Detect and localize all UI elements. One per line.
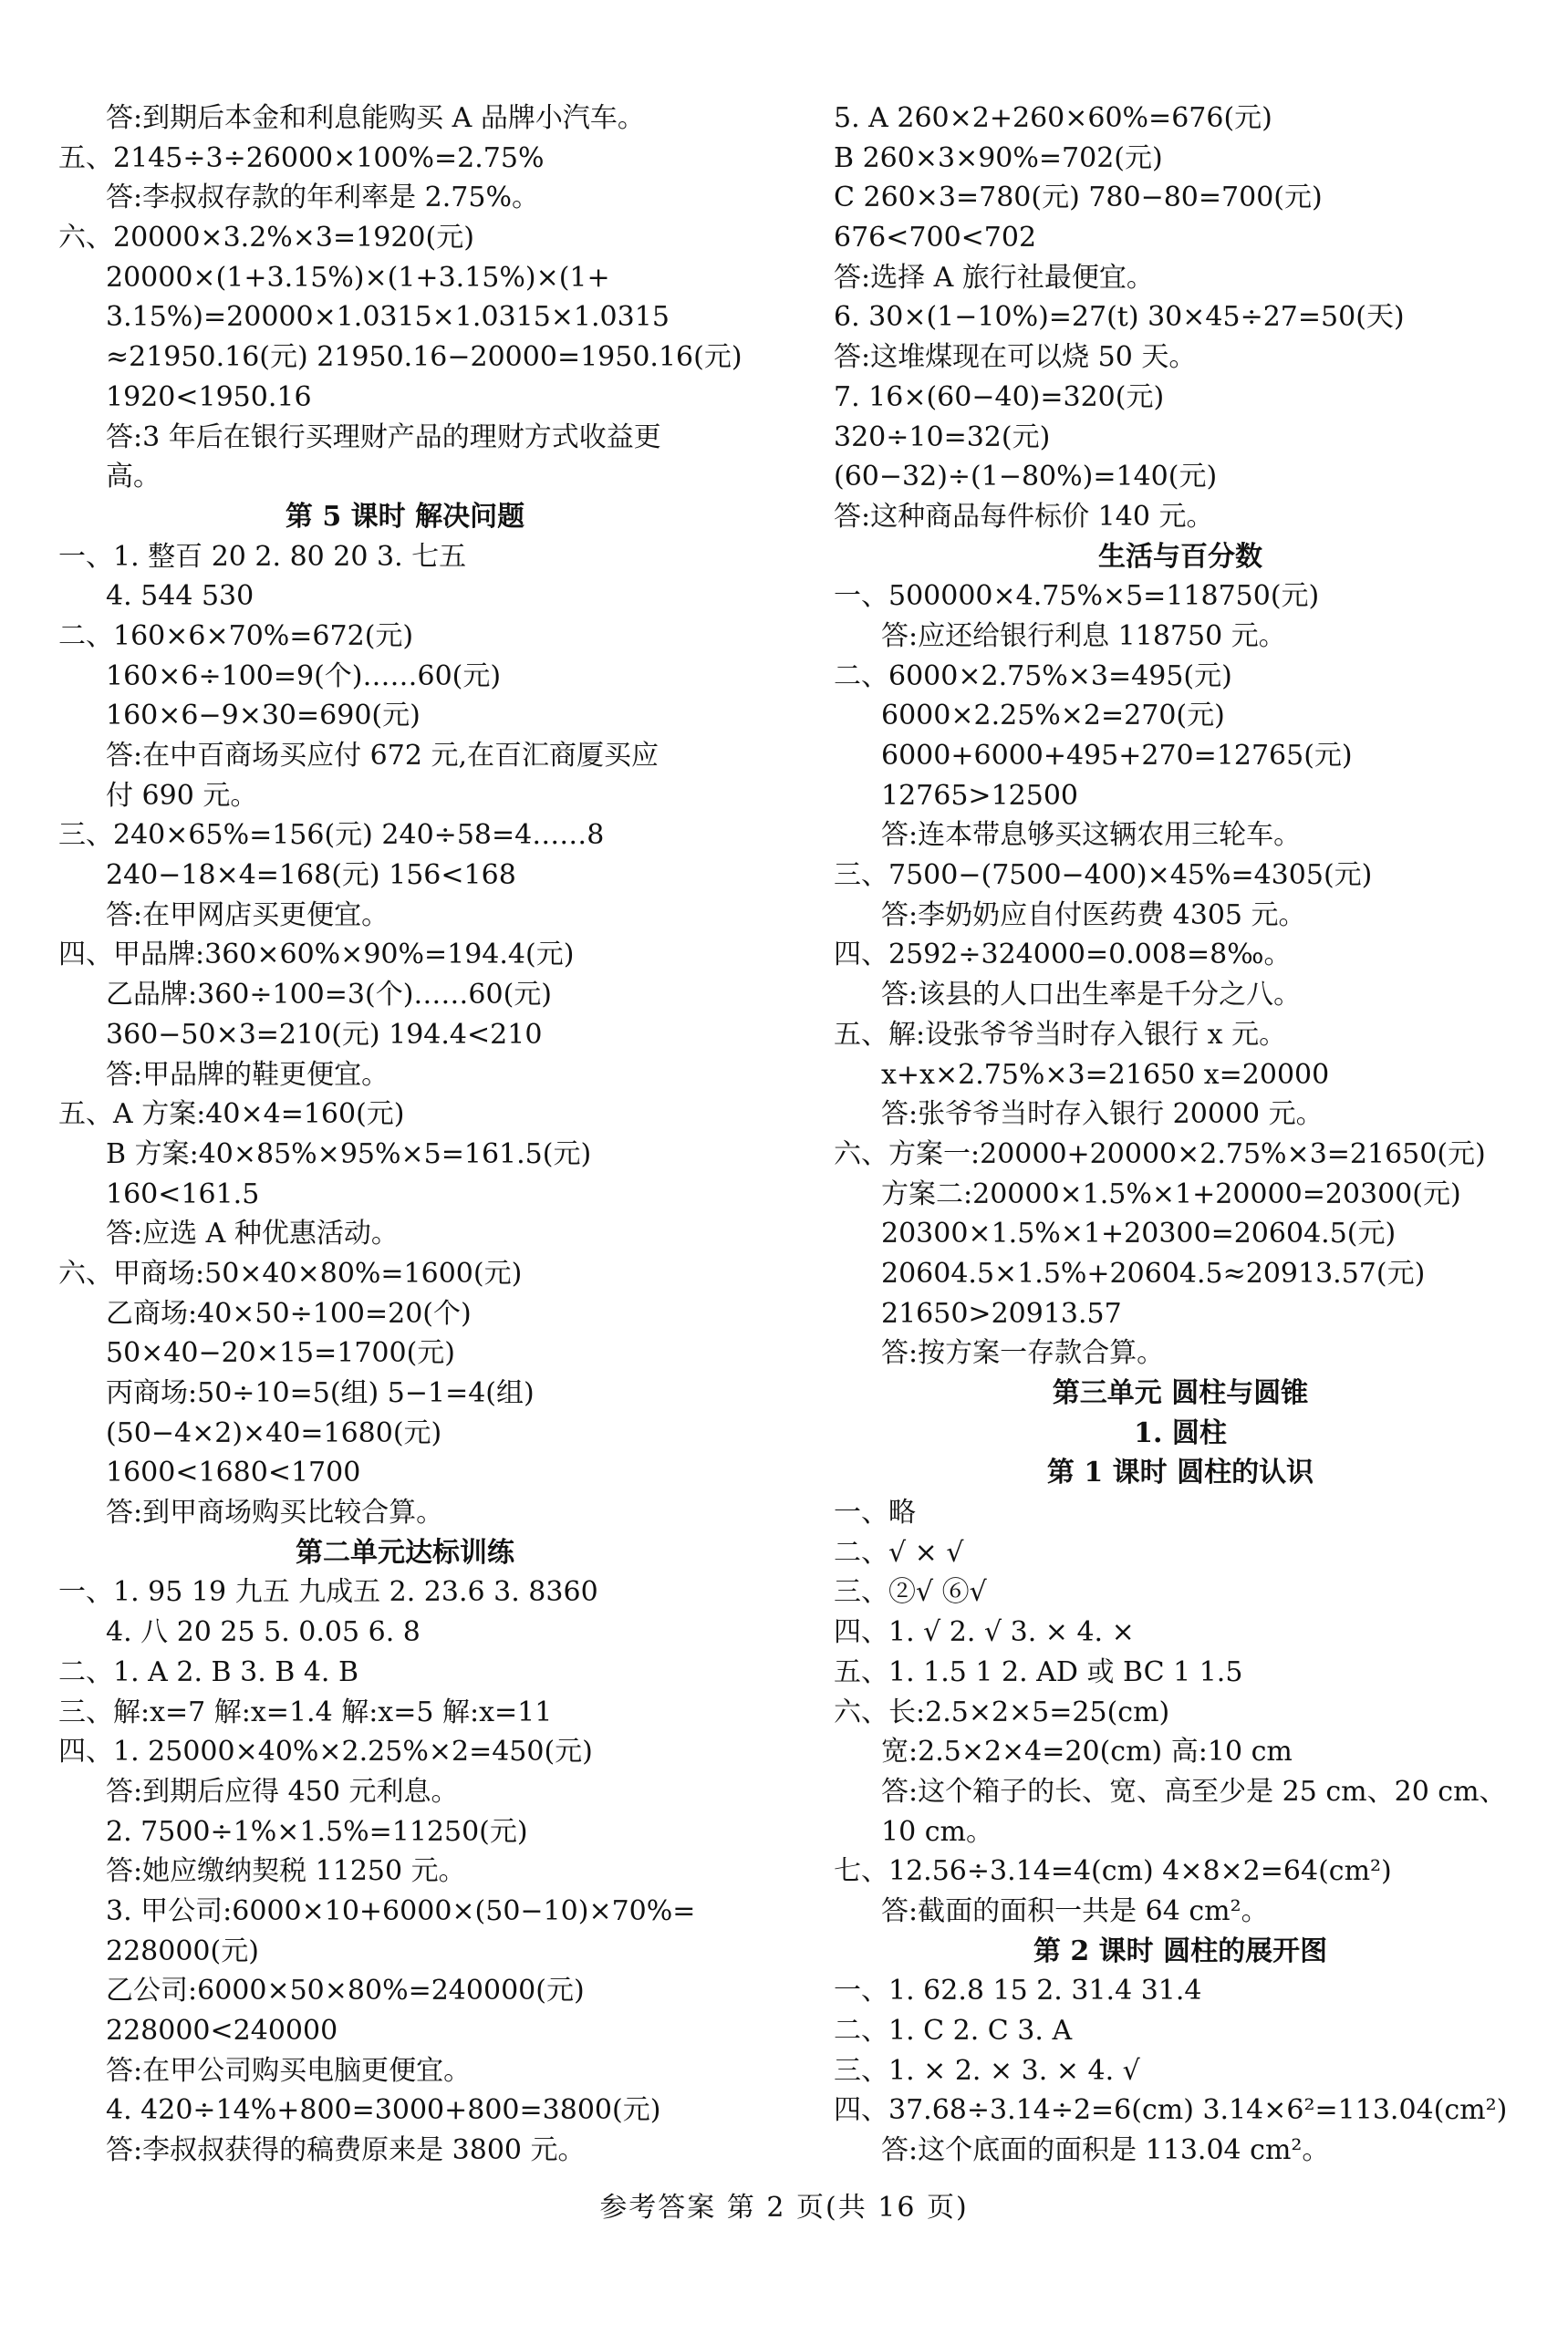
- answer-line: 四、2592÷324000=0.008=8‰。: [834, 939, 1292, 971]
- answer-line: 676<700<702: [834, 222, 1037, 254]
- answer-line: 二、1. A 2. B 3. B 4. B: [58, 1655, 359, 1688]
- answer-line: 4. 八 20 25 5. 0.05 6. 8: [106, 1616, 421, 1649]
- answer-line: (60−32)÷(1−80%)=140(元): [834, 461, 1218, 493]
- answer-line: 3. 甲公司:6000×10+6000×(50−10)×70%=: [106, 1894, 696, 1927]
- answer-line: 答:到甲商场购买比较合算。: [106, 1497, 444, 1530]
- answer-line: 228000<240000: [106, 2015, 338, 2047]
- answer-line: 答:这个底面的面积是 113.04 cm²。: [881, 2134, 1330, 2167]
- answer-line: 160<161.5: [106, 1177, 260, 1210]
- answer-line: 乙公司:6000×50×80%=240000(元): [106, 1975, 585, 2007]
- answer-line: 六、甲商场:50×40×80%=1600(元): [58, 1257, 523, 1290]
- section-heading: 第 1 课时 圆柱的认识: [1046, 1457, 1314, 1489]
- answer-line: 答:连本带息够买这辆农用三轮车。: [881, 819, 1302, 852]
- answer-line: 方案二:20000×1.5%×1+20000=20300(元): [881, 1177, 1461, 1210]
- answer-line: 答:应选 A 种优惠活动。: [106, 1218, 399, 1250]
- answer-line: 1920<1950.16: [106, 380, 312, 413]
- answer-line: 答:李叔叔获得的稿费原来是 3800 元。: [106, 2134, 586, 2167]
- page-footer: 参考答案 第 2 页(共 16 页): [599, 2192, 969, 2224]
- answer-line: 五、解:设张爷爷当时存入银行 x 元。: [834, 1018, 1287, 1051]
- section-heading: 生活与百分数: [1098, 540, 1262, 573]
- answer-line: C 260×3=780(元) 780−80=700(元): [834, 182, 1323, 214]
- answer-line: 四、1. √ 2. √ 3. × 4. ×: [834, 1616, 1135, 1649]
- answer-line: 丙商场:50÷10=5(组) 5−1=4(组): [106, 1377, 535, 1409]
- answer-line: (50−4×2)×40=1680(元): [106, 1416, 442, 1449]
- answer-line: 二、160×6×70%=672(元): [58, 619, 414, 652]
- answer-line: 六、方案一:20000+20000×2.75%×3=21650(元): [834, 1137, 1486, 1170]
- answer-line: 三、7500−(7500−400)×45%=4305(元): [834, 859, 1373, 892]
- answer-line: 二、6000×2.75%×3=495(元): [834, 659, 1232, 692]
- answer-line: 答:这种商品每件标价 140 元。: [834, 500, 1214, 533]
- answer-line: 20000×(1+3.15%)×(1+3.15%)×(1+: [106, 261, 610, 294]
- answer-line: 160×6÷100=9(个)……60(元): [106, 659, 502, 692]
- answer-line: 320÷10=32(元): [834, 420, 1051, 453]
- answer-line: 2. 7500÷1%×1.5%=11250(元): [106, 1815, 528, 1848]
- answer-line: 七、12.56÷3.14=4(cm) 4×8×2=64(cm²): [834, 1855, 1392, 1888]
- answer-line: 四、甲品牌:360×60%×90%=194.4(元): [58, 939, 575, 971]
- section-heading: 第三单元 圆柱与圆锥: [1052, 1377, 1309, 1409]
- answer-line: 四、37.68÷3.14÷2=6(cm) 3.14×6²=113.04(cm²): [834, 2094, 1508, 2127]
- answer-line: 五、2145÷3÷26000×100%=2.75%: [58, 141, 545, 174]
- answer-line: 二、√ × √: [834, 1536, 964, 1569]
- answer-line: 答:在甲公司购买电脑更便宜。: [106, 2054, 472, 2087]
- answer-line: 50×40−20×15=1700(元): [106, 1337, 455, 1370]
- answer-line: 乙商场:40×50÷100=20(个): [106, 1297, 472, 1330]
- answer-line: 360−50×3=210(元) 194.4<210: [106, 1018, 543, 1051]
- answer-line: 4. 420÷14%+800=3000+800=3800(元): [106, 2094, 661, 2127]
- answer-line: 1600<1680<1700: [106, 1457, 361, 1489]
- answer-line: 答:这堆煤现在可以烧 50 天。: [834, 341, 1197, 374]
- answer-line: 228000(元): [106, 1935, 259, 1967]
- answer-line: 240−18×4=168(元) 156<168: [106, 859, 516, 892]
- answer-line: 3.15%)=20000×1.0315×1.0315×1.0315: [106, 301, 670, 334]
- answer-line: x+x×2.75%×3=21650 x=20000: [881, 1058, 1330, 1091]
- answer-line: 答:这个箱子的长、宽、高至少是 25 cm、20 cm、: [881, 1775, 1507, 1808]
- answer-line: 五、1. 1.5 1 2. AD 或 BC 1 1.5: [834, 1655, 1243, 1688]
- answer-line: 答:到期后应得 450 元利息。: [106, 1775, 459, 1808]
- answer-line: 答:按方案一存款合算。: [881, 1337, 1165, 1370]
- answer-line: 5. A 260×2+260×60%=676(元): [834, 102, 1272, 134]
- answer-line: 答:李叔叔存款的年利率是 2.75%。: [106, 182, 539, 214]
- answer-line: 答:3 年后在银行买理财产品的理财方式收益更: [106, 420, 661, 453]
- answer-line: 答:应还给银行利息 118750 元。: [881, 619, 1286, 652]
- answer-line: 六、20000×3.2%×3=1920(元): [58, 222, 474, 254]
- answer-line: 三、解:x=7 解:x=1.4 解:x=5 解:x=11: [58, 1696, 553, 1728]
- answer-line: 答:到期后本金和利息能购买 A 品牌小汽车。: [106, 102, 645, 134]
- answer-line: 三、240×65%=156(元) 240÷58=4……8: [58, 819, 605, 852]
- answer-line: 6. 30×(1−10%)=27(t) 30×45÷27=50(天): [834, 301, 1405, 334]
- answer-line: 160×6−9×30=690(元): [106, 700, 421, 732]
- answer-line: 答:截面的面积一共是 64 cm²。: [881, 1894, 1269, 1927]
- answer-line: ≈21950.16(元) 21950.16−20000=1950.16(元): [106, 341, 742, 374]
- answer-line: 21650>20913.57: [881, 1297, 1122, 1330]
- answer-line: 10 cm。: [881, 1815, 993, 1848]
- answer-line: 高。: [106, 461, 161, 493]
- answer-line: 付 690 元。: [106, 779, 258, 812]
- answer-line: 答:在中百商场买应付 672 元,在百汇商厦买应: [106, 740, 659, 772]
- answer-line: 六、长:2.5×2×5=25(cm): [834, 1696, 1170, 1728]
- answer-line: 答:甲品牌的鞋更便宜。: [106, 1058, 389, 1091]
- answer-line: 三、②√ ⑥√: [834, 1576, 987, 1609]
- section-heading: 1. 圆柱: [1134, 1416, 1227, 1449]
- answer-line: B 方案:40×85%×95%×5=161.5(元): [106, 1137, 592, 1170]
- answer-line: 一、1. 整百 20 2. 80 20 3. 七五: [58, 540, 467, 573]
- answer-line: B 260×3×90%=702(元): [834, 141, 1163, 174]
- answer-line: 答:李奶奶应自付医药费 4305 元。: [881, 898, 1306, 931]
- answer-line: 乙品牌:360÷100=3(个)……60(元): [106, 979, 552, 1011]
- answer-line: 一、略: [834, 1497, 916, 1530]
- answer-line: 答:选择 A 旅行社最便宜。: [834, 261, 1154, 294]
- answer-line: 答:在甲网店买更便宜。: [106, 898, 389, 931]
- answer-line: 答:她应缴纳契税 11250 元。: [106, 1855, 466, 1888]
- right-column: [834, 99, 1527, 2171]
- answer-line: 二、1. C 2. C 3. A: [834, 2015, 1073, 2047]
- answer-line: 20604.5×1.5%+20604.5≈20913.57(元): [881, 1257, 1426, 1290]
- answer-line: 4. 544 530: [106, 580, 254, 613]
- answer-line: 6000×2.25%×2=270(元): [881, 700, 1225, 732]
- answer-line: 四、1. 25000×40%×2.25%×2=450(元): [58, 1736, 593, 1769]
- answer-line: 一、1. 62.8 15 2. 31.4 31.4: [834, 1975, 1202, 2007]
- answer-line: 20300×1.5%×1+20300=20604.5(元): [881, 1218, 1397, 1250]
- section-heading: 第 5 课时 解决问题: [285, 500, 525, 533]
- answer-line: 12765>12500: [881, 779, 1079, 812]
- section-heading: 第二单元达标训练: [296, 1536, 514, 1569]
- answer-line: 一、1. 95 19 九五 九成五 2. 23.6 3. 8360: [58, 1576, 598, 1609]
- answer-line: 一、500000×4.75%×5=118750(元): [834, 580, 1320, 613]
- answer-line: 答:该县的人口出生率是千分之八。: [881, 979, 1302, 1011]
- answer-line: 三、1. × 2. × 3. × 4. √: [834, 2054, 1140, 2087]
- answer-line: 五、A 方案:40×4=160(元): [58, 1098, 405, 1131]
- answer-line: 7. 16×(60−40)=320(元): [834, 380, 1165, 413]
- section-heading: 第 2 课时 圆柱的展开图: [1033, 1935, 1328, 1967]
- answer-line: 宽:2.5×2×4=20(cm) 高:10 cm: [881, 1736, 1293, 1769]
- answer-line: 答:张爷爷当时存入银行 20000 元。: [881, 1098, 1324, 1131]
- left-column: [58, 99, 752, 2171]
- answer-line: 6000+6000+495+270=12765(元): [881, 740, 1353, 772]
